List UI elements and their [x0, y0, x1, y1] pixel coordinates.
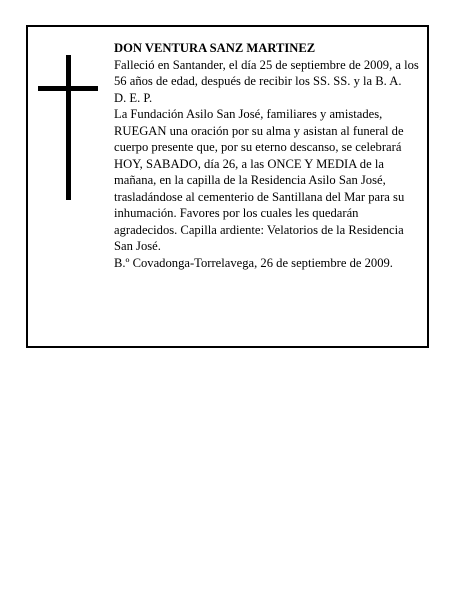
notice-text [114, 40, 422, 271]
obituary-notice [26, 25, 429, 348]
deceased-name: DON VENTURA SANZ MARTINEZ [114, 41, 316, 55]
cross-horizontal-bar [38, 86, 98, 91]
rest-in-peace: D. E. P. [114, 90, 153, 105]
cross-vertical-bar [66, 55, 71, 200]
place-and-date: B.º Covadonga-Torrelavega, 26 de septiembre de 2009. [114, 255, 393, 270]
funeral-announcement: La Fundación Asilo San José, familiares y amistades, RUEGAN una oración por su alma y asistan al funeral de cuerpo presente que, por su eterno descanso, se celebrará HOY, SABADO, día 26, a las ONCE Y MEDIA de la mañana, en la capilla de la Residencia Asilo San José, trasladándose al cementerio de Santillana del Mar para su inhumación. Favores por los cuales les quedarán agradecidos. Capilla ardiente: Velatorios de la Residencia San José. [114, 107, 405, 253]
death-info: Falleció en Santander, el día 25 de septiembre de 2009, a los 56 años de edad, después de recibir los SS. SS. y la B. A. [114, 57, 419, 88]
cross-icon [38, 55, 98, 200]
